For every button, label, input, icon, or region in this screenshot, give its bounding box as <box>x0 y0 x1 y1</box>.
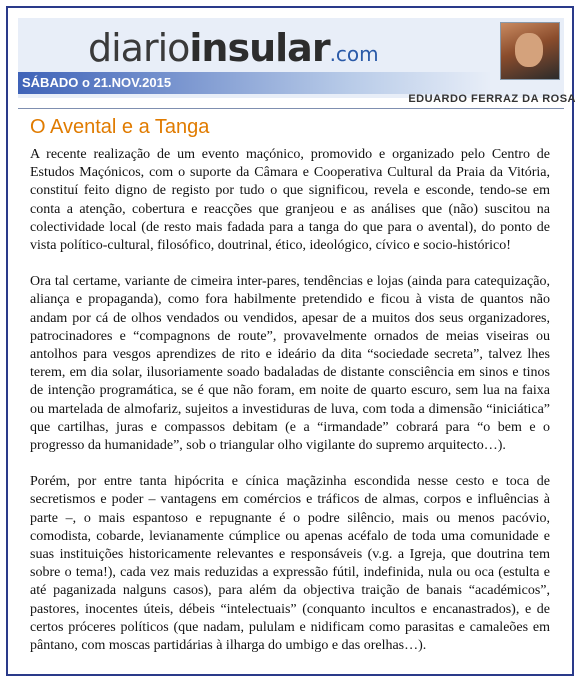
article-body <box>30 146 550 673</box>
logo-text-insular: insular <box>189 26 330 70</box>
logo-text-diario: diario <box>88 26 190 70</box>
author-name: EDUARDO FERRAZ DA ROSA <box>408 93 576 105</box>
author-photo <box>500 22 560 80</box>
paragraph-2: Ora tal certame, variante de cimeira inter-pares, tendências e lojas (ainda para catequização, aliança e propaganda), como fora habilmente pretendido e ficou à vista de quantos não andam por cá de olhos vendados ou vendidos, apesar de a muitos dos seus organizadores, patrocinadores e “compagnons de route”, provavelmente ornados de meias viseiras ou antolhos para vesgos aprendizes de rito e ideário da dita “sociedade secreta”, talvez lhes terem, em dia solar, ilusoriamente soado badaladas de distante consciência em sinos e tinos de intenção programática, se é que não foram, em noite de quarto escuro, sem lua na faixa ou martelada de almofariz, sujeitos a investiduras de luva, com toda a dimensão “iniciática” que cartilhas, juras e compassos debitam (e a “irmandade” cobrará para “o bem e o progresso da humanidade”, sob o triangular olho vigilante do supremo arquitecto…). <box>30 274 550 454</box>
site-logo[interactable] <box>88 26 379 76</box>
paragraph-1: A recente realização de um evento maçónico, promovido e organizado pelo Centro de Estudos Maçónicos, com o suporte da Câmara e Cooperativa Cultural da Praia da Vitória, constituí feito digno de registo por tudo o que significou, revela e esconde, tendo-se em conta a atenção, cobertura e reacções que granjeou e as análises que (não) suscitou na colectividade local (de resto mais fadada para a tanga do que para o avental), do ponto de vista político-cultural, filosófico, doutrinal, ético, ideológico, cívico e socio-histórico! <box>30 147 550 254</box>
date-bar <box>18 72 492 94</box>
logo-suffix: .com <box>329 42 379 66</box>
article-title: O Avental e a Tanga <box>30 116 210 138</box>
paragraph-3: Porém, por entre tanta hipócrita e cínica maçãzinha escondida nesse cesto e toca de secretismos e poder – vantagens em comércios e tráficos de almas, corpos e influências à parte –, o mais espantoso e repugnante é o podre silêncio, mais ou menos pacóvio, comodista, cobarde, levianamente cúmplice ou apenas acéfalo de toda uma comunidade e suas instituições historicamente relevantes e responsáveis (v.g. a Igreja, que doutrina tem sobre o tema!), cada vez mais reduzidas a expressão fútil, indefinida, nula ou oca (estulta e até paganizada nalguns casos), para além da objectiva traição de banais “académicos”, pastores, inocentes úteis, débeis “intelectuais” (conquanto incultos e encanastrados), e de certos próceres políticos (que nadam, pululam e nidificam como parasitas e camaleões em pântano, com moscas partidárias à ilharga do umbigo e das orelhas…). <box>30 474 550 654</box>
publication-date: SÁBADO o 21.NOV.2015 <box>22 75 172 90</box>
author-face-shape <box>515 33 543 67</box>
header-divider <box>18 108 564 109</box>
masthead <box>18 18 564 98</box>
